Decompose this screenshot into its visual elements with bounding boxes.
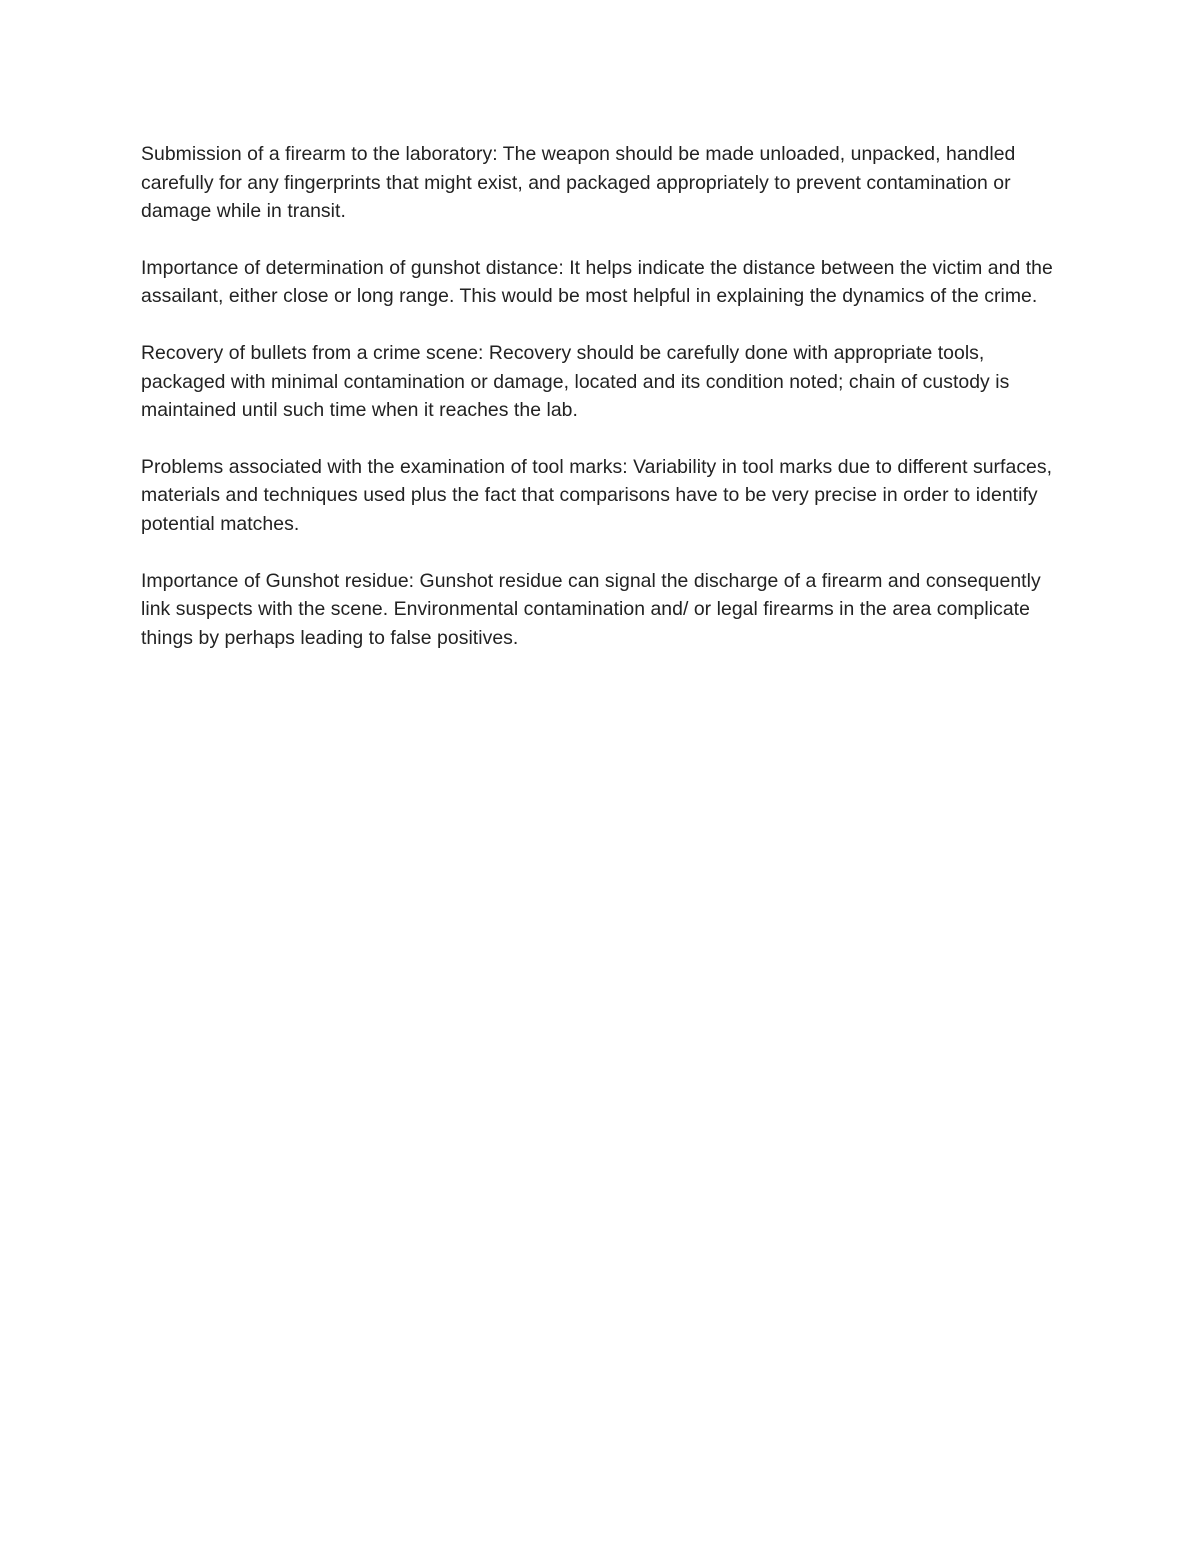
paragraph-gunshot-residue: Importance of Gunshot residue: Gunshot residue can signal the discharge of a firearm and consequently link suspects with the scene. Environmental contamination and/ or legal firearms in the area complicate things by perhaps leading to false positives.	[141, 569, 1041, 649]
paragraph-bullet-recovery: Recovery of bullets from a crime scene: Recovery should be carefully done with appropriate tools, packaged with minimal contamination or damage, located and its condition noted; chain of custody is maintained until such time when it reaches the lab.	[141, 341, 1010, 422]
document-body	[141, 140, 1066, 680]
paragraph-tool-marks: Problems associated with the examination of tool marks: Variability in tool marks due to different surfaces, materials and techniques used plus the fact that comparisons have to be very precise in order to identify potential matches.	[141, 455, 1053, 535]
paragraph-firearm-submission: Submission of a firearm to the laboratory: The weapon should be made unloaded, unpacked, handled carefully for any fingerprints that might exist, and packaged appropriately to prevent contamination or damage while in transit.	[141, 143, 1016, 223]
paragraph-gunshot-distance: Importance of determination of gunshot distance: It helps indicate the distance between the victim and the assailant, either close or long range. This would be most helpful in explaining the dynamics of the crime.	[141, 256, 1053, 308]
